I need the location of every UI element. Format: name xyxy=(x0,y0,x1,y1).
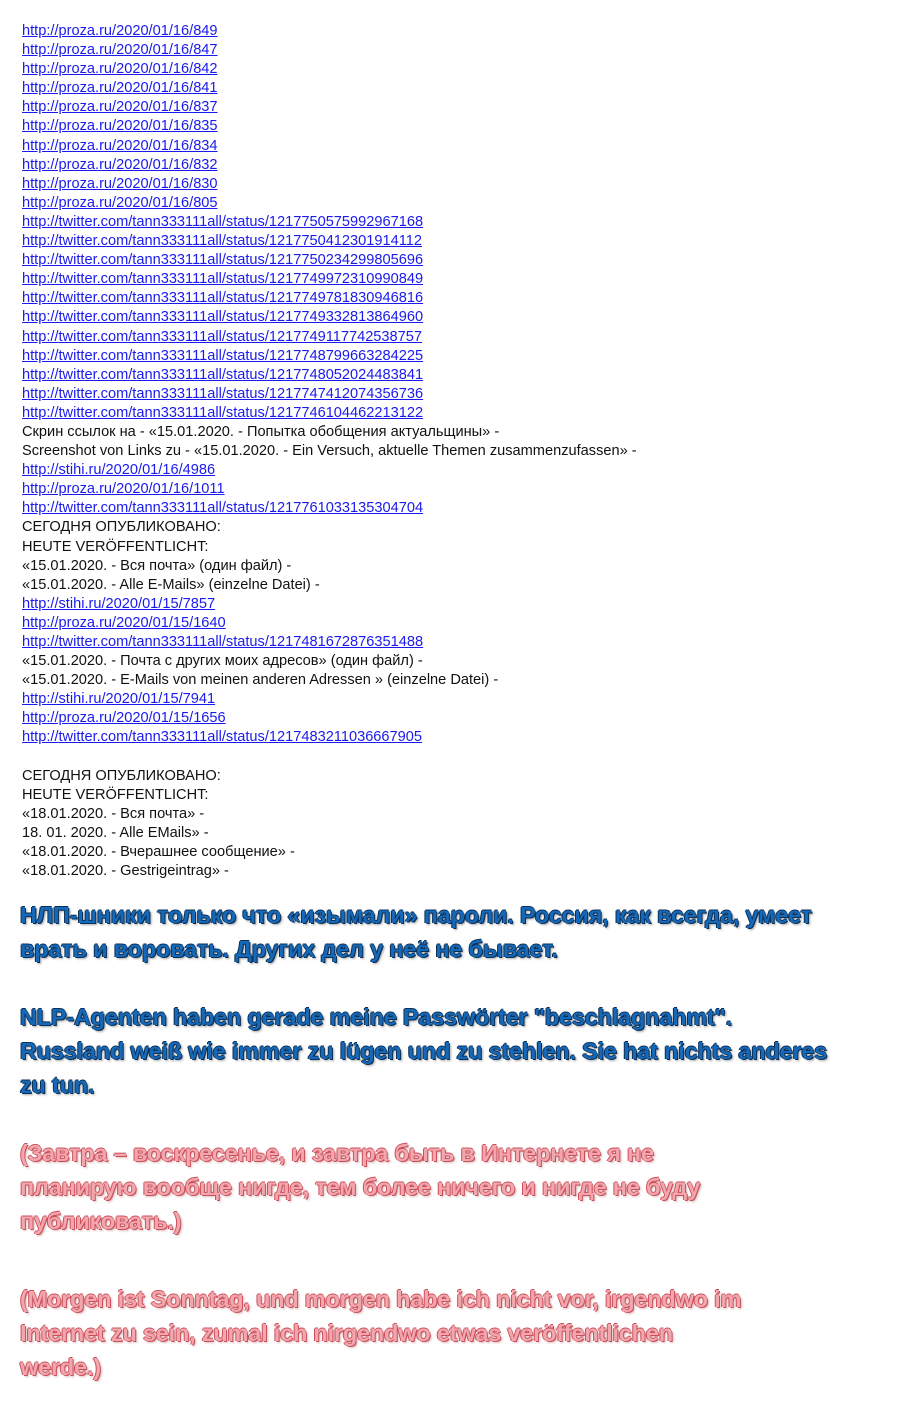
text-line: «15.01.2020. - Alle E-Mails» (einzelne Datei) - xyxy=(22,576,320,593)
url-link[interactable]: http://proza.ru/2020/01/16/842 xyxy=(22,61,218,78)
url-link[interactable]: http://twitter.com/tann333111all/status/1217749972310990849 xyxy=(22,271,424,288)
de-main-line: zu tun. xyxy=(20,1072,95,1098)
text-line: «18.01.2020. - Gestrigeintrag» - xyxy=(22,863,229,880)
url-link[interactable]: http://twitter.com/tann333111all/status/1217750412301914112 xyxy=(22,233,423,250)
url-link[interactable]: http://stihi.ru/2020/01/16/4986 xyxy=(22,462,216,479)
url-link[interactable]: http://stihi.ru/2020/01/15/7941 xyxy=(22,691,216,708)
text-line: СЕГОДНЯ ОПУБЛИКОВАНО: xyxy=(22,767,221,784)
url-link[interactable]: http://proza.ru/2020/01/16/834 xyxy=(22,137,218,154)
text-line: СЕГОДНЯ ОПУБЛИКОВАНО: xyxy=(22,519,221,536)
de-note-line: Internet zu sein, zumal ich nirgendwo etwas veröffentlichen xyxy=(20,1320,673,1346)
url-link[interactable]: http://proza.ru/2020/01/16/805 xyxy=(22,194,218,211)
url-link[interactable]: http://stihi.ru/2020/01/15/7857 xyxy=(22,595,216,612)
url-link[interactable]: http://twitter.com/tann333111all/status/1217750234299805696 xyxy=(22,252,424,269)
text-line: «15.01.2020. - Почта с других моих адресов» (один файл) - xyxy=(22,653,423,670)
url-link[interactable]: http://twitter.com/tann333111all/status/1217748799663284225 xyxy=(22,347,424,364)
de-main-line: NLP-Agenten haben gerade meine Passwörter "beschlagnahmt". xyxy=(20,1004,732,1030)
url-link[interactable]: http://twitter.com/tann333111all/status/1217749117742538757 xyxy=(22,328,423,345)
url-link[interactable]: http://proza.ru/2020/01/16/1011 xyxy=(22,481,225,498)
url-link[interactable]: http://proza.ru/2020/01/15/1640 xyxy=(22,614,226,631)
text-line: HEUTE VERÖFFENTLICHT: xyxy=(22,538,209,555)
url-link[interactable]: http://proza.ru/2020/01/16/837 xyxy=(22,99,218,116)
url-link[interactable]: http://proza.ru/2020/01/16/841 xyxy=(22,80,218,97)
text-line: «15.01.2020. - E-Mails von meinen anderen Adressen » (einzelne Datei) - xyxy=(22,672,499,689)
url-link[interactable]: http://twitter.com/tann333111all/status/1217481672876351488 xyxy=(22,634,424,650)
de-note xyxy=(20,1282,880,1384)
url-link[interactable]: http://twitter.com/tann333111all/status/1217749332813864960 xyxy=(22,309,424,326)
url-link[interactable]: http://twitter.com/tann333111all/status/1217748052024483841 xyxy=(22,366,424,383)
de-note-line: werde.) xyxy=(20,1354,101,1380)
url-link[interactable]: http://proza.ru/2020/01/15/1656 xyxy=(22,710,226,727)
text-line: Screenshot von Links zu - «15.01.2020. - Ein Versuch, aktuelle Themen zusammenzufassen» - xyxy=(22,443,637,460)
url-link[interactable]: http://twitter.com/tann333111all/status/1217746104462213122 xyxy=(22,404,424,421)
ru-main-statement xyxy=(20,898,880,966)
url-link[interactable]: http://proza.ru/2020/01/16/832 xyxy=(22,156,218,173)
ru-note-line: планирую вообще нигде, тем более ничего и нигде не буду xyxy=(20,1174,701,1200)
url-link[interactable]: http://proza.ru/2020/01/16/847 xyxy=(22,42,218,59)
ru-note-line: публиковать.) xyxy=(20,1208,182,1234)
text-line: HEUTE VERÖFFENTLICHT: xyxy=(22,786,209,803)
ru-main-line: НЛП-шники только что «изымали» пароли. Россия, как всегда, умеет xyxy=(20,902,812,928)
link-list xyxy=(22,22,882,881)
ru-main-line: врать и воровать. Других дел у неё не бывает. xyxy=(20,936,558,962)
url-link[interactable]: http://proza.ru/2020/01/16/830 xyxy=(22,175,218,192)
url-link[interactable]: http://proza.ru/2020/01/16/835 xyxy=(22,118,218,135)
url-link[interactable]: http://twitter.com/tann333111all/status/1217750575992967168 xyxy=(22,213,424,230)
url-link[interactable]: http://twitter.com/tann333111all/status/1217749781830946816 xyxy=(22,290,424,307)
ru-note-line: (Завтра – воскресенье, и завтра быть в Интернете я не xyxy=(20,1140,654,1166)
text-line: Скрин ссылок на - «15.01.2020. - Попытка обобщения актуальщины» - xyxy=(22,423,500,440)
text-line: «18.01.2020. - Вчерашнее сообщение» - xyxy=(22,844,295,861)
de-main-line: Russland weiß wie immer zu lügen und zu stehlen. Sie hat nichts anderes xyxy=(20,1038,828,1064)
de-main-statement xyxy=(20,1000,880,1102)
ru-note xyxy=(20,1136,880,1238)
url-link[interactable]: http://twitter.com/tann333111all/status/1217761033135304704 xyxy=(22,500,424,517)
url-link[interactable]: http://twitter.com/tann333111all/status/1217747412074356736 xyxy=(22,385,424,402)
text-line: «18.01.2020. - Вся почта» - xyxy=(22,805,205,822)
url-link[interactable]: http://twitter.com/tann333111all/status/1217483211036667905 xyxy=(22,729,423,746)
text-line: 18. 01. 2020. - Alle EMails» - xyxy=(22,824,209,841)
text-line: «15.01.2020. - Вся почта» (один файл) - xyxy=(22,557,292,574)
de-note-line: (Morgen ist Sonntag, und morgen habe ich nicht vor, irgendwo im xyxy=(20,1286,742,1312)
url-link[interactable]: http://proza.ru/2020/01/16/849 xyxy=(22,23,218,39)
blank-line xyxy=(22,748,882,767)
